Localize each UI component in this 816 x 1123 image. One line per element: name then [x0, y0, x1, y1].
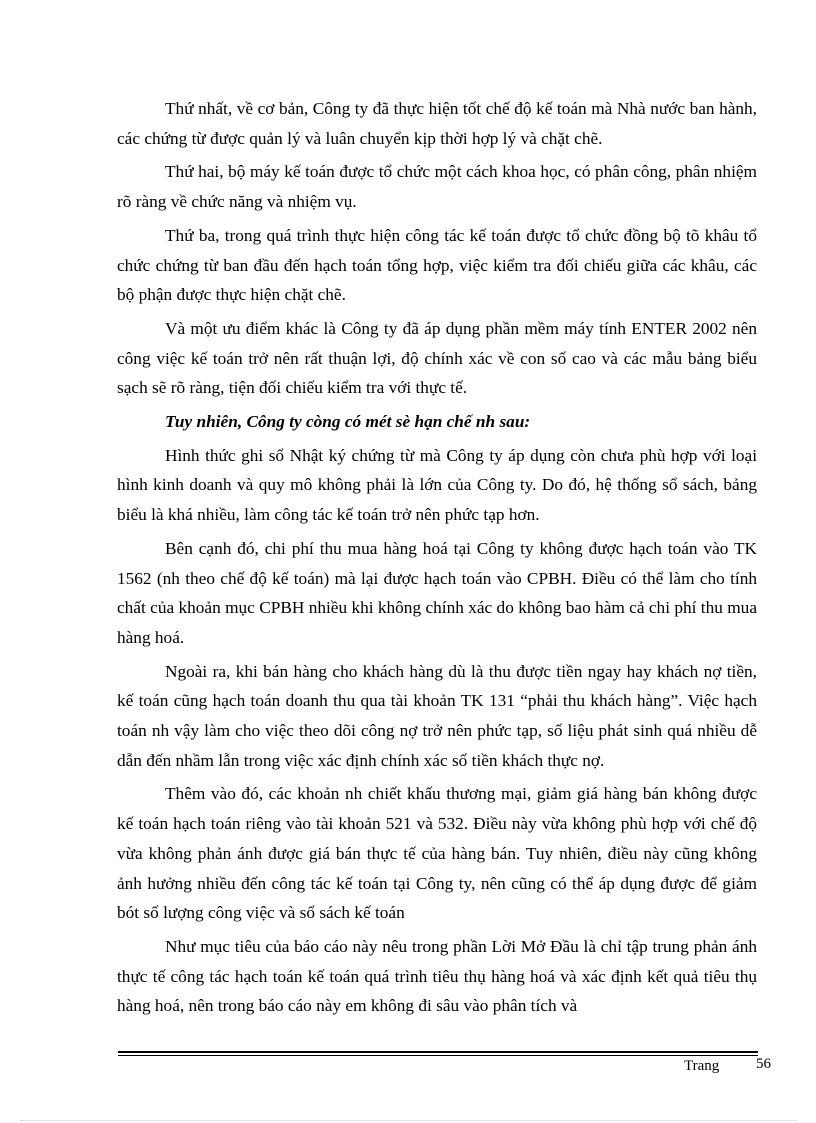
- body-text: [117, 94, 757, 1025]
- paragraph-revenue-accounting: Ngoài ra, khi bán hàng cho khách hàng dù là thu được tiền ngay hay khách nợ tiền, kế toán cũng hạch toán doanh thu qua tài khoản TK 131 “phải thu khách hàng”. Việc hạch toán nh vậy làm cho việc theo dõi công nợ trở nên phức tạp, số liệu phát sinh quá nhiều dễ dẫn đến nhầm lẫn trong việc xác định chính xác số tiền khách thực nợ.: [117, 661, 757, 770]
- paragraph-second-advantage: Thứ hai, bộ máy kế toán được tổ chức một cách khoa học, có phân công, phân nhiệm rõ ràng về chức năng và nhiệm vụ.: [117, 162, 757, 212]
- paragraph-bookkeeping-form: Hình thức ghi sổ Nhật ký chứng từ mà Công ty áp dụng còn chưa phù hợp với loại hình kinh doanh và quy mô không phải là lớn của Công ty. Do đó, hệ thống sổ sách, bảng biểu là khá nhiều, làm công tác kế toán trở nên phức tạp hơn.: [117, 445, 757, 525]
- footer-rule-thin: [118, 1055, 758, 1056]
- bottom-dotted-border: [20, 1120, 796, 1121]
- paragraph-discounts: Thêm vào đó, các khoản nh chiết khấu thương mại, giảm giá hàng bán không được kế toán hạch toán riêng vào tài khoản 521 và 532. Điều này vừa không phù hợp với chế độ vừa không phản ánh được giá bán thực tế của hàng bán. Tuy nhiên, điều này cũng không ảnh hưởng nhiều đến công tác kế toán tại Công ty, nên cũng có thể áp dụng được để giảm bót số lượng công việc và sổ sách kế toán: [117, 784, 757, 923]
- paragraph-purchase-cost: Bên cạnh đó, chi phí thu mua hàng hoá tại Công ty không được hạch toán vào TK 1562 (nh theo chế độ kế toán) mà lại được hạch toán vào CPBH. Điều có thể làm cho tính chất của khoản mục CPBH nhiều khi không chính xác do không bao hàm cả chi phí thu mua hàng hoá.: [117, 538, 757, 647]
- paragraph-third-advantage: Thứ ba, trong quá trình thực hiện công tác kế toán được tổ chức đồng bộ tõ khâu tổ chức chứng từ ban đầu đến hạch toán tổng hợp, việc kiểm tra đối chiếu giữa các khâu, các bộ phận được thực hiện chặt chẽ.: [117, 225, 757, 305]
- paragraph-software-advantage: Và một ưu điểm khác là Công ty đã áp dụng phần mềm máy tính ENTER 2002 nên công việc kế toán trở nên rất thuận lợi, độ chính xác về con số cao và các mẫu bảng biểu sạch sẽ rõ ràng, tiện đối chiếu kiểm tra với thực tế.: [117, 318, 757, 398]
- paragraph-first-advantage: Thứ nhất, về cơ bản, Công ty đã thực hiện tốt chế độ kế toán mà Nhà nước ban hành, các chứng từ được quản lý và luân chuyển kịp thời hợp lý và chặt chẽ.: [117, 99, 757, 148]
- limitations-heading: Tuy nhiên, Công ty còng có mét sè hạn chế nh sau:: [165, 412, 531, 432]
- footer-page-label: Trang: [684, 1058, 720, 1074]
- footer-rule-thick: [118, 1051, 758, 1053]
- footer-page-number: 56: [756, 1056, 771, 1072]
- paragraph-report-scope: Như mục tiêu của báo cáo này nêu trong phần Lời Mở Đầu là chỉ tập trung phản ánh thực tế công tác hạch toán kế toán quá trình tiêu thụ hàng hoá và xác định kết quả tiêu thụ hàng hoá, nên trong báo cáo này em không đi sâu vào phân tích và: [117, 936, 757, 1016]
